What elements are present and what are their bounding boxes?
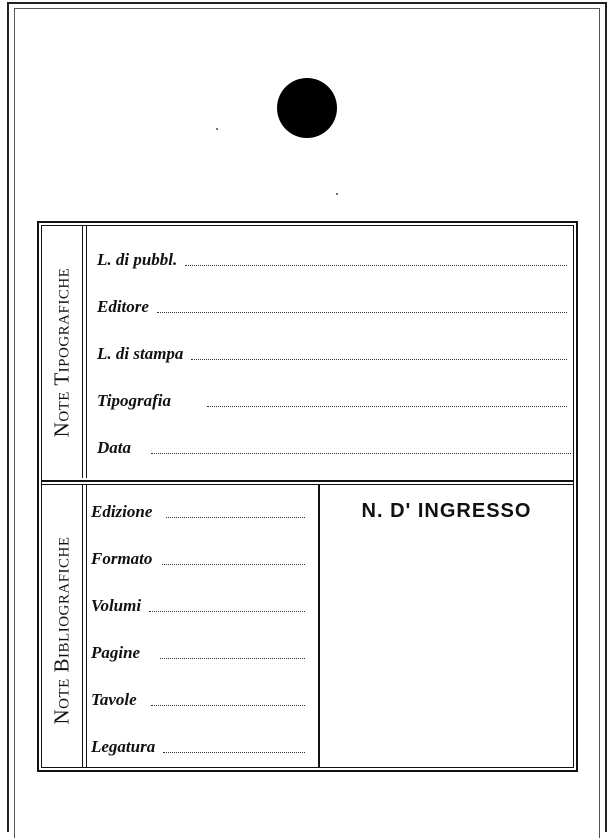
field-line <box>207 406 567 407</box>
field-label: Editore <box>97 297 149 316</box>
field-label: Pagine <box>91 643 141 662</box>
field-luogo-stampa[interactable] <box>97 342 567 364</box>
section-divider <box>42 480 573 482</box>
field-label: Data <box>97 438 131 457</box>
field-luogo-pubblicazione[interactable] <box>97 248 567 270</box>
field-line <box>160 658 305 659</box>
side-rule-top <box>82 226 83 478</box>
field-label: Tipografia <box>97 391 171 410</box>
field-pagine[interactable] <box>91 641 305 663</box>
field-line <box>185 265 567 266</box>
side-rule-top-inner <box>86 226 87 478</box>
side-rule-bottom-inner <box>86 485 87 767</box>
field-line <box>151 705 305 706</box>
field-label: Volumi <box>91 596 142 615</box>
field-label: Formato <box>91 549 153 568</box>
catalog-form <box>37 221 578 772</box>
field-formato[interactable] <box>91 547 305 569</box>
field-tipografia[interactable] <box>97 389 567 411</box>
field-volumi[interactable] <box>91 594 305 616</box>
side-rule-bottom <box>82 485 83 767</box>
column-divider <box>318 485 320 767</box>
field-editore[interactable] <box>97 295 567 317</box>
ingresso-number-label: N. D' INGRESSO <box>361 500 532 522</box>
field-legatura[interactable] <box>91 735 305 757</box>
field-data[interactable] <box>97 436 571 458</box>
field-tavole[interactable] <box>91 688 305 710</box>
field-line <box>151 453 571 454</box>
field-label: L. di stampa <box>97 344 184 363</box>
field-label: Edizione <box>91 502 153 521</box>
form-inner-frame <box>41 225 574 768</box>
field-label: Legatura <box>91 737 156 756</box>
field-line <box>162 564 305 565</box>
section-title-tipografiche: Note Tipografiche <box>49 267 74 437</box>
speck <box>336 193 338 195</box>
speck <box>216 128 218 130</box>
field-line <box>149 611 305 612</box>
section-label-tipografiche <box>47 226 77 478</box>
section-divider-thin <box>42 484 573 485</box>
section-label-bibliografiche <box>47 488 77 773</box>
field-line <box>191 359 567 360</box>
field-line <box>163 752 305 753</box>
field-line <box>157 312 567 313</box>
field-label: Tavole <box>91 690 137 709</box>
punch-hole <box>277 78 337 138</box>
field-line <box>166 517 305 518</box>
section-title-bibliografiche: Note Bibliografiche <box>49 536 74 725</box>
field-edizione[interactable] <box>91 500 305 522</box>
field-label: L. di pubbl. <box>97 250 178 269</box>
